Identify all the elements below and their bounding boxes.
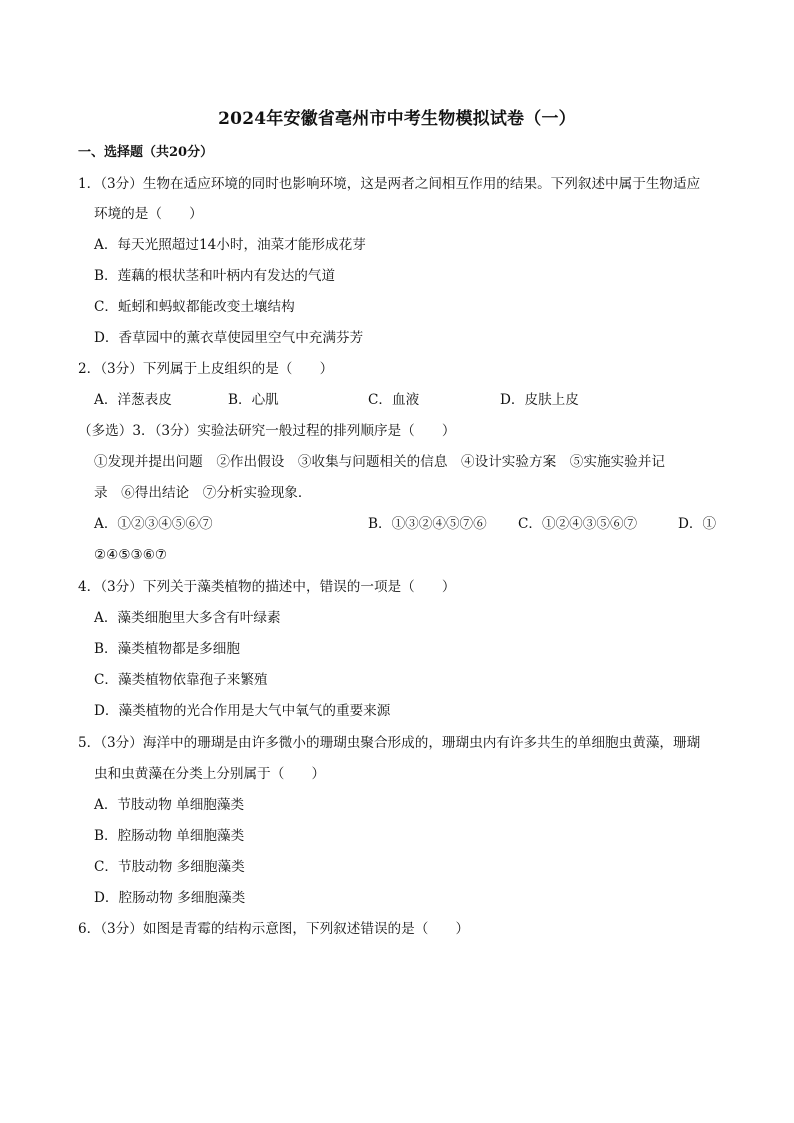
question-3-option-d-continued: ②④⑤③⑥⑦ [94,547,168,563]
question-6-stem: 6．（3分）如图是青霉的结构示意图，下列叙述错误的是（ ） [78,921,470,937]
page-title: 2024年安徽省亳州市中考生物模拟试卷（一） [218,109,576,129]
question-5-option-c: C．节肢动物 多细胞藻类 [94,859,245,875]
section-heading: 一、选择题（共20分） [78,145,214,160]
question-5-stem-line1: 5．（3分）海洋中的珊瑚是由许多微小的珊瑚虫聚合形成的，珊瑚虫内有许多共生的单细胞虫黄藻，珊瑚 [78,735,701,751]
question-3-option-c: C．①②④③⑤⑥⑦ [518,516,638,532]
question-4-option-a: A．藻类细胞里大多含有叶绿素 [94,610,281,626]
question-2-option-c: C．血液 [368,392,420,408]
question-4-stem: 4．（3分）下列关于藻类植物的描述中，错误的一项是（ ） [78,579,456,595]
question-2-option-d: D．皮肤上皮 [500,392,579,408]
question-1-option-b: B．莲藕的根状茎和叶柄内有发达的气道 [94,268,336,284]
question-1-option-a: A．每天光照超过14小时，油菜才能形成花芽 [94,237,366,253]
question-5-option-d: D．腔肠动物 多细胞藻类 [94,890,246,906]
question-4-option-b: B．藻类植物都是多细胞 [94,641,240,657]
question-2-option-a: A．洋葱表皮 [94,392,172,408]
question-2-option-b: B．心肌 [228,392,279,408]
question-4-option-c: C．藻类植物依靠孢子来繁殖 [94,672,268,688]
question-1-option-d: D．香草园中的薰衣草使园里空气中充满芬芳 [94,330,364,346]
question-5-stem-line2: 虫和虫黄藻在分类上分别属于（ ） [94,766,326,782]
question-3-option-d: D．① [678,516,717,532]
question-1-option-c: C．蚯蚓和蚂蚁都能改变土壤结构 [94,299,295,315]
question-3-steps-line1: ①发现并提出问题 ②作出假设 ③收集与问题相关的信息 ④设计实验方案 ⑤实施实验并记 [94,454,665,470]
question-3-stem: （多选）3．（3分）实验法研究一般过程的排列顺序是（ ） [78,423,456,439]
question-5-option-b: B．腔肠动物 单细胞藻类 [94,828,245,844]
question-2-stem: 2．（3分）下列属于上皮组织的是（ ） [78,361,334,377]
question-3-option-b: B．①③②④⑤⑦⑥ [368,516,487,532]
question-1-stem-line2: 环境的是（ ） [94,206,203,222]
question-5-option-a: A．节肢动物 单细胞藻类 [94,797,245,813]
question-1-stem-line1: 1．（3分）生物在适应环境的同时也影响环境，这是两者之间相互作用的结果。下列叙述中属于生物适应 [78,176,701,192]
question-4-option-d: D．藻类植物的光合作用是大气中氧气的重要来源 [94,703,391,719]
question-3-steps-line2: 录 ⑥得出结论 ⑦分析实验现象． [94,485,312,501]
question-3-option-a: A．①②③④⑤⑥⑦ [94,516,213,532]
